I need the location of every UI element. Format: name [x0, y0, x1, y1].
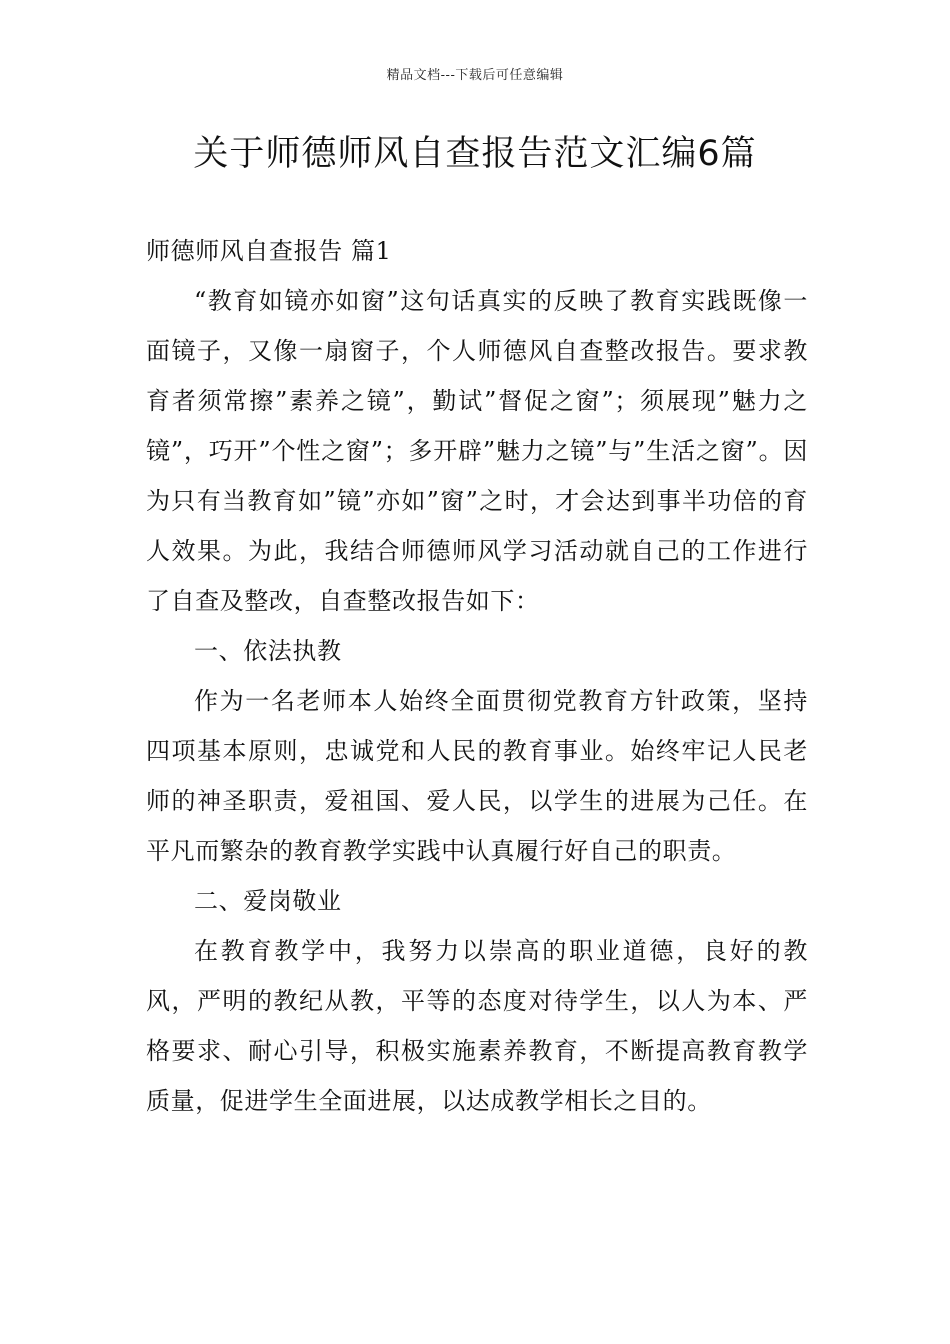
heading-lawful-teaching: 一、依法执教	[194, 637, 342, 665]
section-title: 师德师风自查报告 篇1	[146, 237, 392, 265]
paragraph-lawful-teaching: 作为一名老师本人始终全面贯彻党教育方针政策，坚持四项基本原则，忠诚党和人民的教育事业。始终牢记人民老师的神圣职责，爱祖国、爱人民，以学生的进展为己任。在平凡而繁杂的教育教学实践中认真履行好自己的职责。	[146, 687, 808, 865]
heading-dedication: 二、爱岗敬业	[194, 887, 342, 915]
document-title: 关于师德师风自查报告范文汇编6篇	[193, 134, 757, 174]
header-note: 精品文档---下载后可任意编辑	[386, 68, 564, 83]
document-body	[146, 226, 808, 1126]
intro-paragraph: “教育如镜亦如窗”这句话真实的反映了教育实践既像一面镜子，又像一扇窗子，个人师德风自查整改报告。要求教育者须常擦”素养之镜”，勤试”督促之窗”；须展现”魅力之镜”，巧开”个性之窗”；多开辟”魅力之镜”与”生活之窗”。因为只有当教育如”镜”亦如”窗”之时，才会达到事半功倍的育人效果。为此，我结合师德师风学习活动就自己的工作进行了自查及整改，自查整改报告如下：	[146, 287, 808, 615]
paragraph-dedication: 在教育教学中，我努力以崇高的职业道德，良好的教风，严明的教纪从教，平等的态度对待学生，以人为本、严格要求、耐心引导，积极实施素养教育，不断提高教育教学质量，促进学生全面进展，以达成教学相长之目的。	[146, 937, 808, 1115]
